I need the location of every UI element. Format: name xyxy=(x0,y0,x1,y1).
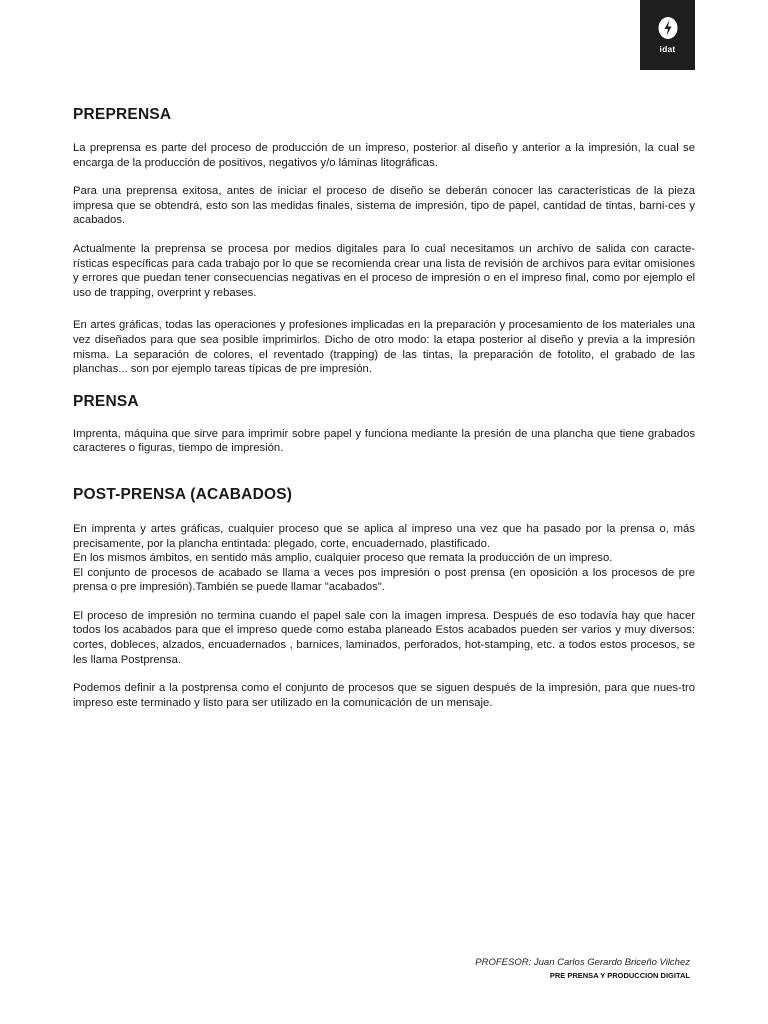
idat-logo xyxy=(640,0,695,70)
page-footer xyxy=(475,957,690,980)
paragraph: La preprensa es parte del proceso de producción de un impreso, posterior al diseño y anterior a la impresión, la cual se encarga de la producción de positivos, negativos y/o láminas litográficas. xyxy=(73,142,695,169)
heading-preprensa: PREPRENSA xyxy=(73,106,172,123)
paragraph: Actualmente la preprensa se procesa por medios digitales para lo cual necesitamos un archivo de salida con caracte-rísticas específicas para cada trabajo por lo que se recomienda crear una lista de revisión de archivos para evitar omisiones y errores que puedan tener consecuencias negativas en el proceso de impresión o en el impreso final, como por ejemplo el uso de trapping, overprint y rebases. xyxy=(73,242,695,299)
heading-postprensa: POST-PRENSA (ACABADOS) xyxy=(73,485,293,503)
footer-course: PRE PRENSA Y PRODUCCION DIGITAL xyxy=(549,971,690,980)
paragraph: Podemos definir a la postprensa como el conjunto de procesos que se siguen después de la impresión, para que nues-tro impreso este terminado y listo para ser utilizado en la comunicación de un mensaje. xyxy=(73,682,695,709)
paragraph: El proceso de impresión no termina cuando el papel sale con la imagen impresa. Después de eso todavía hay que hacer todos los acabados para que el impreso quede como estaba planeado Estos acabados pueden ser varios y muy diversos: cortes, dobleces, alzados, encuadernados , barnices, laminados, perforados, hot-stamping, etc. a todos estos procesos, se les llama Postprensa. xyxy=(73,609,695,666)
footer-professor: PROFESOR: Juan Carlos Gerardo Briceño Vilchez xyxy=(475,957,690,968)
paragraph: Para una preprensa exitosa, antes de iniciar el proceso de diseño se deberán conocer las características de la pieza impresa que se obtendrá, esto son las medidas finales, sistema de impresión, tipo de papel, cantidad de tintas, barni-ces y acabados. xyxy=(73,185,695,227)
paragraph: En artes gráficas, todas las operaciones y profesiones implicadas en la preparación y procesamiento de los materiales una vez diseñados para que sea posible imprimirlos. Dicho de otro modo: la etapa posterior al diseño y previa a la impresión misma. La separación de colores, el reventado (trapping) de las tintas, la preparación de fotolito, el grabado de las planchas... son por ejemplo tareas típicas de pre impresión. xyxy=(73,319,695,376)
paragraph-line: En imprenta y artes gráficas, cualquier proceso que se aplica al impreso una vez que ha pasado por la prensa o, más precisamente, por la plancha entintada: plegado, corte, encuadernado, plastificado. xyxy=(73,522,695,550)
paragraph-line: El conjunto de procesos de acabado se llama a veces pos impresión o post prensa (en oposición a los procesos de pre prensa o pre impresión).También se puede llamar "acabados". xyxy=(73,566,695,594)
idat-logo-icon xyxy=(657,16,679,42)
paragraph: Imprenta, máquina que sirve para imprimir sobre papel y funciona mediante la presión de una plancha que tiene grabados caracteres o figuras, tiempo de impresión. xyxy=(73,427,695,455)
heading-prensa: PRENSA xyxy=(73,392,139,410)
paragraph-group xyxy=(73,522,695,595)
paragraph-line: En los mismos ámbitos, en sentido más amplio, cualquier proceso que remata la producción de un impreso. xyxy=(73,552,613,565)
document-body xyxy=(73,106,695,710)
logo-text: idat xyxy=(659,44,676,54)
